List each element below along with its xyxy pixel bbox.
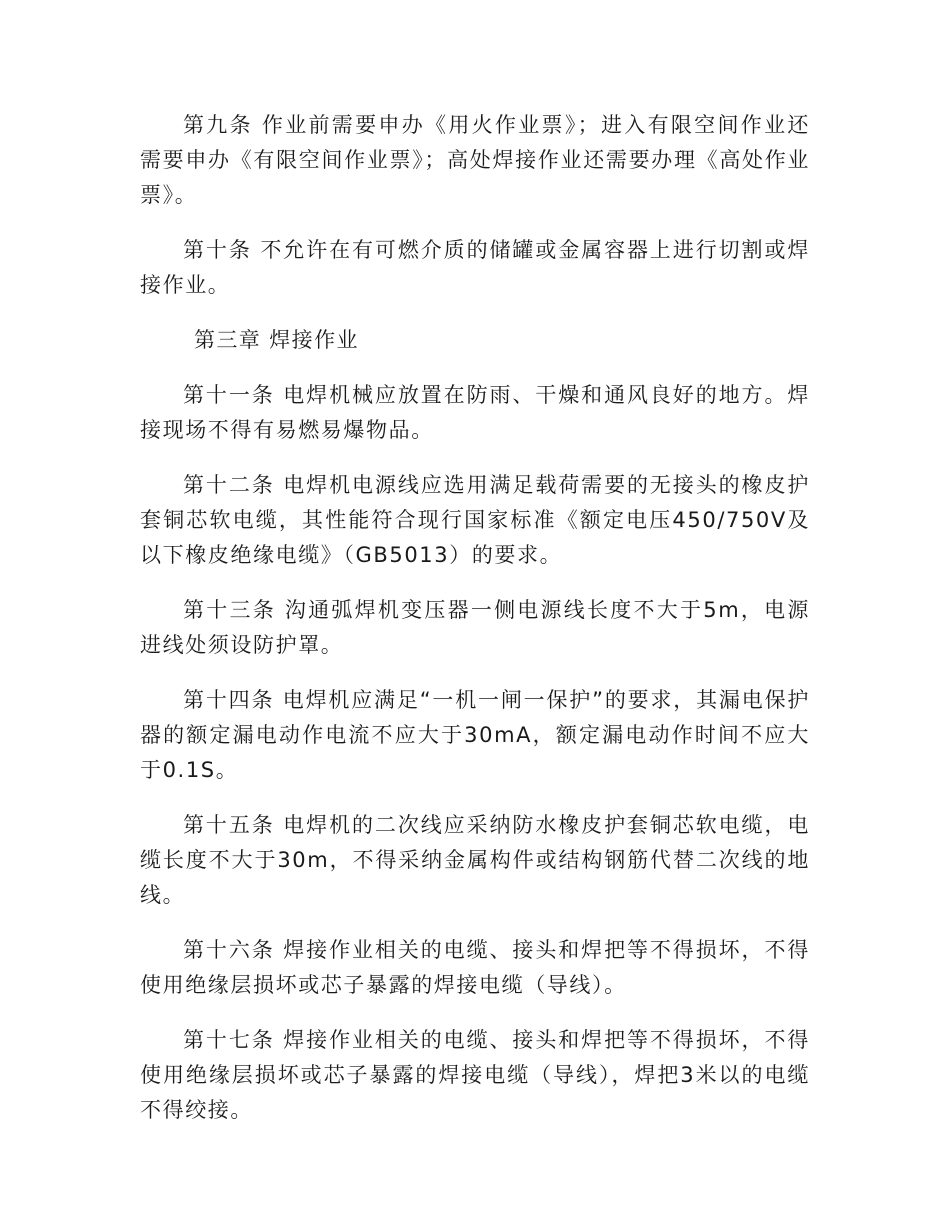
article-14: 第十四条 电焊机应满足“一机一闸一保护”的要求，其漏电保护器的额定漏电动作电流不应大于30mA，额定漏电动作时间不应大于0.1S。 (140, 688, 810, 782)
article-11: 第十一条 电焊机械应放置在防雨、干燥和通风良好的地方。焊接现场不得有易燃易爆物品。 (140, 383, 810, 442)
article-9: 第九条 作业前需要申办《用火作业票》；进入有限空间作业还需要申办《有限空间作业票》；高处焊接作业还需要办理《高处作业票》。 (140, 113, 810, 207)
chapter-heading: 第三章 焊接作业 (194, 328, 359, 352)
article-12: 第十二条 电焊机电源线应选用满足载荷需要的无接头的橡皮护套铜芯软电缆，其性能符合现行国家标准《额定电压450/750V及以下橡皮绝缘电缆》（GB5013）的要求。 (140, 473, 810, 567)
article-16: 第十六条 焊接作业相关的电缆、接头和焊把等不得损坏，不得使用绝缘层损坏或芯子暴露的焊接电缆（导线）。 (140, 938, 810, 997)
article-13: 第十三条 沟通弧焊机变压器一侧电源线长度不大于5m，电源进线处须设防护罩。 (140, 598, 810, 657)
article-10: 第十条 不允许在有可燃介质的储罐或金属容器上进行切割或焊接作业。 (140, 238, 810, 297)
article-15: 第十五条 电焊机的二次线应采纳防水橡皮护套铜芯软电缆，电缆长度不大于30m，不得采纳金属构件或结构钢筋代替二次线的地线。 (140, 813, 810, 907)
article-17: 第十七条 焊接作业相关的电缆、接头和焊把等不得损坏，不得使用绝缘层损坏或芯子暴露的焊接电缆（导线），焊把3米以的电缆不得绞接。 (140, 1028, 810, 1122)
